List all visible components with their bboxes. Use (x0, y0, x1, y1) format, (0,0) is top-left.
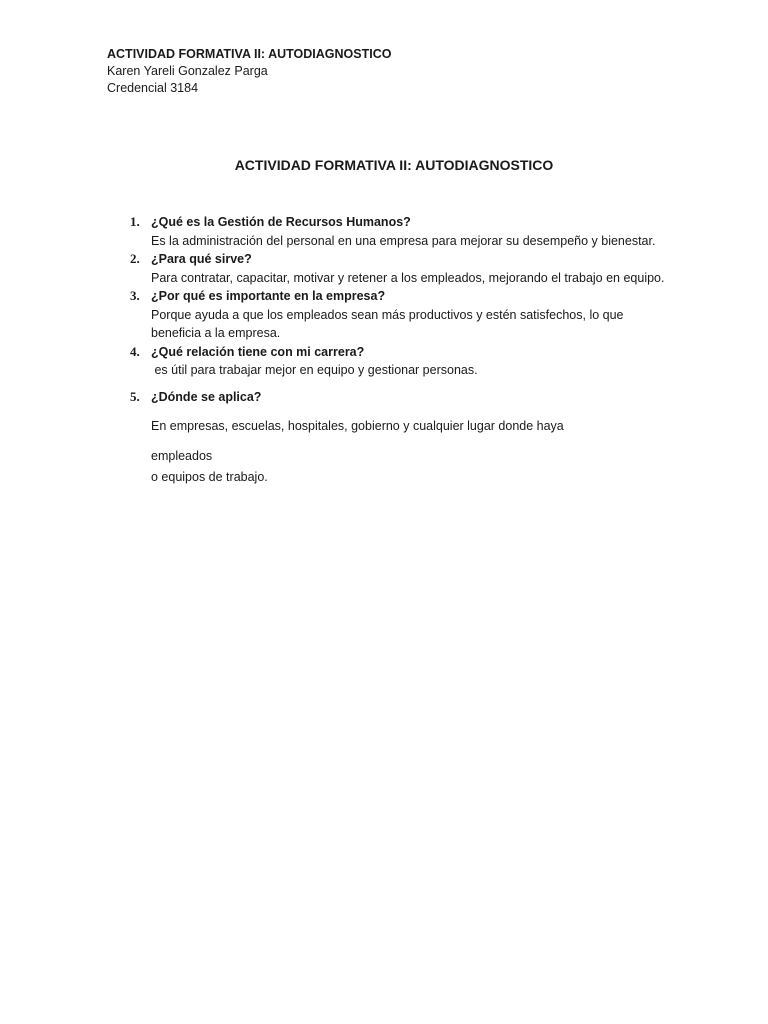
question-text: ¿Qué relación tiene con mi carrera? (151, 344, 365, 359)
list-number: 5. (130, 388, 140, 404)
answer-text-line: o equipos de trabajo. (151, 470, 268, 484)
answer-text-line: empleados (151, 448, 213, 463)
list-item (0, 388, 671, 487)
question-text: ¿Qué es la Gestión de Recursos Humanos? (151, 215, 411, 229)
document-header (107, 46, 391, 97)
list-item (0, 287, 671, 343)
answer-text: es útil para trabajar mejor en equipo y gestionar personas. (151, 363, 478, 377)
question-list (0, 213, 768, 487)
credential-number: Credencial 3184 (107, 81, 199, 95)
question-text: ¿Por qué es importante en la empresa? (151, 289, 386, 303)
list-number: 1. (130, 214, 140, 229)
list-number: 3. (130, 288, 140, 303)
list-item (0, 213, 671, 250)
list-number: 4. (130, 343, 140, 359)
author-name: Karen Yareli Gonzalez Parga (107, 64, 268, 78)
answer-text: Porque ayuda a que los empleados sean más productivos y estén satisfechos, lo que beneficia a la empresa. (151, 307, 624, 340)
question-text: ¿Dónde se aplica? (151, 389, 262, 404)
answer-text-line: En empresas, escuelas, hospitales, gobierno y cualquier lugar donde haya (151, 419, 564, 433)
header-title: ACTIVIDAD FORMATIVA II: AUTODIAGNOSTICO (107, 47, 392, 61)
list-item (0, 343, 671, 380)
answer-text: Para contratar, capacitar, motivar y retener a los empleados, mejorando el trabajo en equipo. (151, 270, 665, 285)
list-number: 2. (130, 251, 140, 266)
question-text: ¿Para qué sirve? (151, 252, 252, 266)
list-item (0, 250, 671, 287)
answer-text: Es la administración del personal en una empresa para mejorar su desempeño y bienestar. (151, 233, 656, 248)
document-title: ACTIVIDAD FORMATIVA II: AUTODIAGNOSTICO (234, 157, 554, 173)
